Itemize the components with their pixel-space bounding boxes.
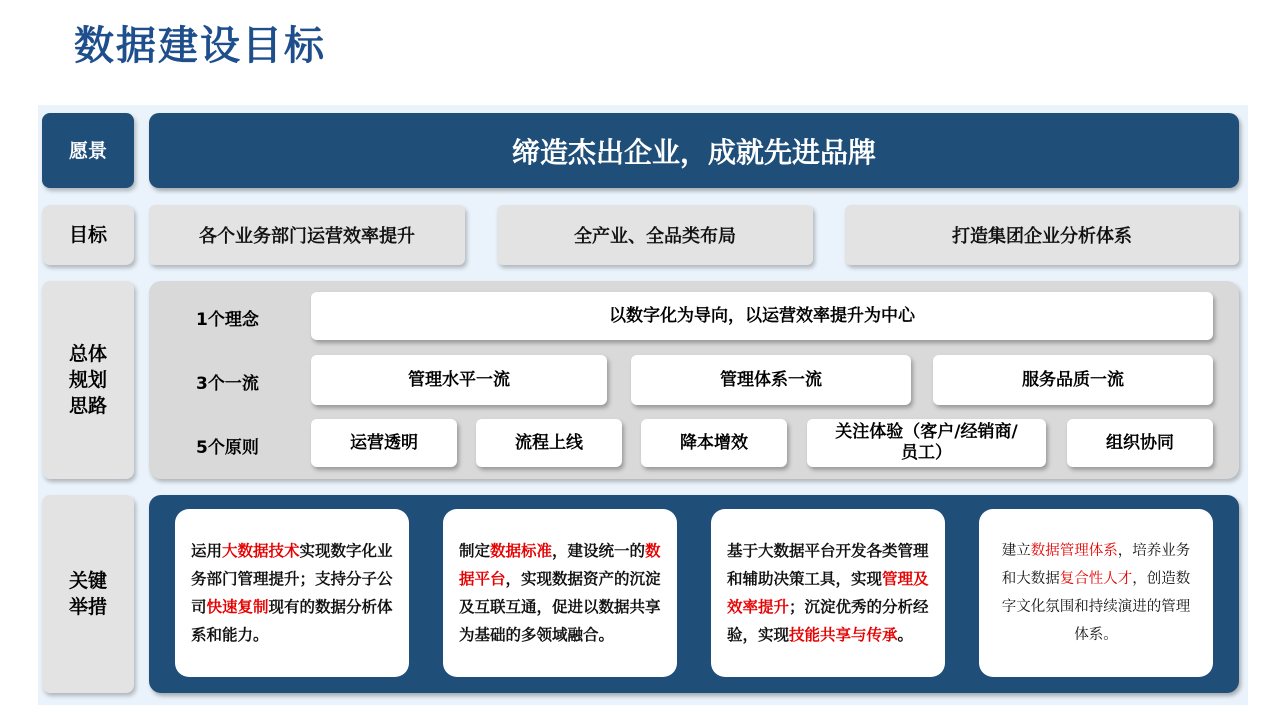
first-class-box: 服务品质一流 bbox=[933, 355, 1213, 405]
highlight-keyword: 数据标准 bbox=[490, 542, 553, 560]
principle-box: 运营透明 bbox=[311, 419, 457, 467]
measure-text bbox=[995, 537, 1197, 649]
row-label-measure: 关键 举措 bbox=[42, 495, 134, 693]
measure-card bbox=[979, 509, 1213, 677]
concept-box: 以数字化为导向，以运营效率提升为中心 bbox=[311, 292, 1213, 340]
measure-card bbox=[711, 509, 945, 677]
principle-box: 降本增效 bbox=[641, 419, 787, 467]
measure-card bbox=[175, 509, 409, 677]
concept-label: 1个理念 bbox=[196, 310, 259, 330]
first-class-box: 管理体系一流 bbox=[631, 355, 911, 405]
row-label-goal: 目标 bbox=[42, 205, 134, 265]
row-label-plan: 总体 规划 思路 bbox=[42, 281, 134, 479]
row-label-vision: 愿景 bbox=[42, 113, 134, 188]
page-title: 数据建设目标 bbox=[74, 23, 326, 69]
measure-text-segment: ；沉淀优秀的分析经验，实现 bbox=[727, 598, 929, 644]
highlight-keyword: 复合性人才 bbox=[1059, 571, 1133, 587]
first-class-box: 管理水平一流 bbox=[311, 355, 607, 405]
highlight-keyword: 快速复制 bbox=[206, 598, 269, 616]
measure-text-segment: 制定 bbox=[459, 542, 491, 560]
principle-box: 流程上线 bbox=[476, 419, 622, 467]
highlight-keyword: 管理及效率提升 bbox=[727, 570, 929, 616]
goal-box: 全产业、全品类布局 bbox=[497, 205, 813, 265]
highlight-keyword: 数据管理体系 bbox=[1030, 543, 1118, 559]
measure-text bbox=[727, 537, 929, 649]
measure-text-segment: ，创造数字文化氛围和持续演进的管理体系。 bbox=[1001, 571, 1191, 643]
measure-text-segment: 。 bbox=[897, 626, 914, 644]
measure-text-segment: 建立 bbox=[1001, 543, 1031, 559]
principle-label: 5个原则 bbox=[196, 438, 259, 458]
goal-box: 打造集团企业分析体系 bbox=[845, 205, 1239, 265]
first-class-label: 3个一流 bbox=[196, 374, 259, 394]
measure-text-segment: 实现数字化业务部门管理提升；支持分子公司 bbox=[191, 542, 393, 616]
measure-text bbox=[191, 537, 393, 649]
highlight-keyword: 技能共享与传承 bbox=[789, 626, 898, 644]
measure-text-segment: 运用 bbox=[191, 542, 223, 560]
principle-box: 组织协同 bbox=[1067, 419, 1213, 467]
measure-text-segment: 现有的数据分析体系和能力。 bbox=[191, 598, 393, 644]
measure-text-segment: ，实现数据资产的沉淀及互联互通，促进以数据共享为基础的多领域融合。 bbox=[459, 570, 661, 644]
measure-text-segment: ，建设统一的 bbox=[552, 542, 646, 560]
measure-text-segment: 基于大数据平台开发各类管理和辅助决策工具，实现 bbox=[727, 542, 929, 588]
principle-box: 关注体验（客户/经销商/员工） bbox=[807, 419, 1046, 467]
measure-text-segment: ，培养业务和大数据 bbox=[1001, 543, 1191, 587]
highlight-keyword: 数据平台 bbox=[459, 542, 661, 588]
measure-card bbox=[443, 509, 677, 677]
measure-text bbox=[459, 537, 661, 649]
vision-statement: 缔造杰出企业，成就先进品牌 bbox=[149, 113, 1239, 188]
goal-box: 各个业务部门运营效率提升 bbox=[149, 205, 465, 265]
highlight-keyword: 大数据技术 bbox=[222, 542, 300, 560]
